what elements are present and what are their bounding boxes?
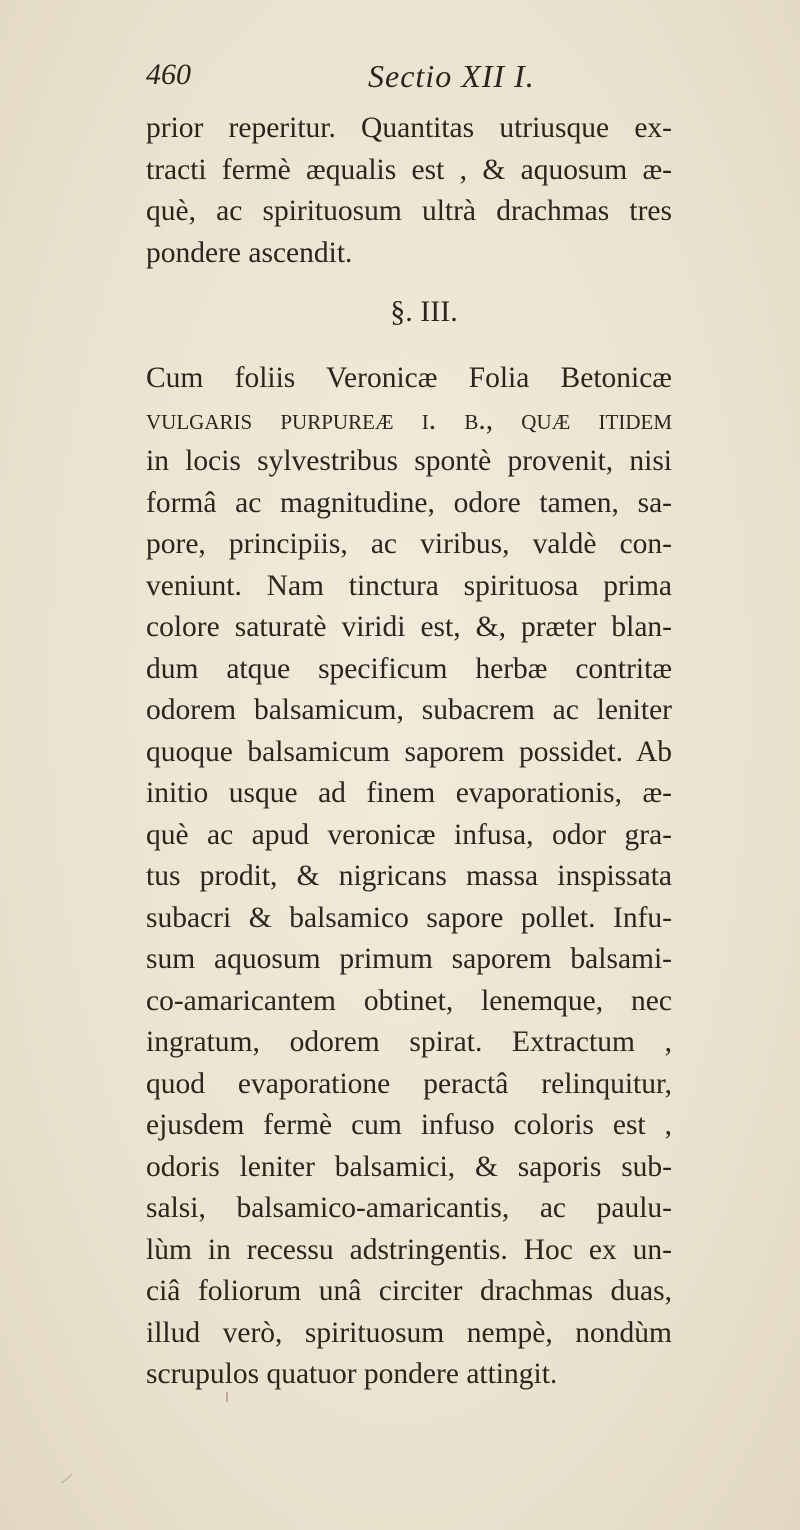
text-line: tracti fermè æqualis est , & aquosum æ- xyxy=(146,153,672,186)
text-line: colore saturatè viridi est, &, præter blan- xyxy=(146,611,672,643)
text-line: salsi, balsamico-amaricantis, ac paulu- xyxy=(146,1192,672,1224)
text-line: què, ac spirituosum ultrà drachmas tres xyxy=(146,195,672,227)
text-line: prior reperitur. Quantitas utriusque ex- xyxy=(146,112,672,144)
section-heading: §. III. xyxy=(390,295,458,328)
text-line: Cum foliis Veronicæ Folia Betonicæ xyxy=(146,362,672,394)
text-line: dum atque specificum herbæ contritæ xyxy=(146,652,672,685)
paper-speck xyxy=(61,1474,72,1484)
text-line: sum aquosum primum saporem balsami- xyxy=(146,943,672,975)
body-text xyxy=(146,108,672,1396)
text-line: illud verò, spirituosum nempè, nondùm xyxy=(146,1316,672,1349)
text-line: ingratum, odorem spirat. Extractum , xyxy=(146,1026,672,1058)
text-line: lùm in recessu adstringentis. Hoc ex un- xyxy=(146,1233,672,1266)
text-line: quod evaporatione peractâ relinquitur, xyxy=(146,1067,672,1100)
text-line: pore, principiis, ac viribus, valdè con- xyxy=(146,528,672,560)
text-line: odoris leniter balsamici, & saporis sub- xyxy=(146,1150,672,1183)
text-line: veniunt. Nam tinctura spirituosa prima xyxy=(146,569,672,602)
text-line: ejusdem fermè cum infuso coloris est , xyxy=(146,1109,672,1141)
text-line: odorem balsamicum, subacrem ac leniter xyxy=(146,694,672,726)
paragraph-1 xyxy=(146,108,672,274)
text-line: initio usque ad finem evaporationis, æ- xyxy=(146,777,672,809)
text-line: pondere ascendit. xyxy=(146,236,353,269)
text-line: tus prodit, & nigricans massa inspissata xyxy=(146,860,672,892)
text-line: scrupulos quatuor pondere attingit. xyxy=(146,1358,558,1390)
text-line: què ac apud veronicæ infusa, odor gra- xyxy=(146,818,672,851)
text-line: in locis sylvestribus spontè provenit, nisi xyxy=(146,445,672,477)
page-header xyxy=(146,58,686,102)
text-line: co-amaricantem obtinet, lenemque, nec xyxy=(146,984,672,1017)
paragraph-2 xyxy=(146,358,672,1396)
text-line: quoque balsamicum saporem possidet. Ab xyxy=(146,735,672,768)
running-head: Sectio XII I. xyxy=(368,58,535,94)
text-line: vulgaris purpureæ i. b., quæ itidem xyxy=(146,403,672,436)
paper-speck xyxy=(226,1392,228,1402)
text-line: ciâ foliorum unâ circiter drachmas duas, xyxy=(146,1275,672,1307)
page-number: 460 xyxy=(146,58,191,91)
text-line: formâ ac magnitudine, odore tamen, sa- xyxy=(146,486,672,519)
text-line: subacri & balsamico sapore pollet. Infu- xyxy=(146,901,672,934)
